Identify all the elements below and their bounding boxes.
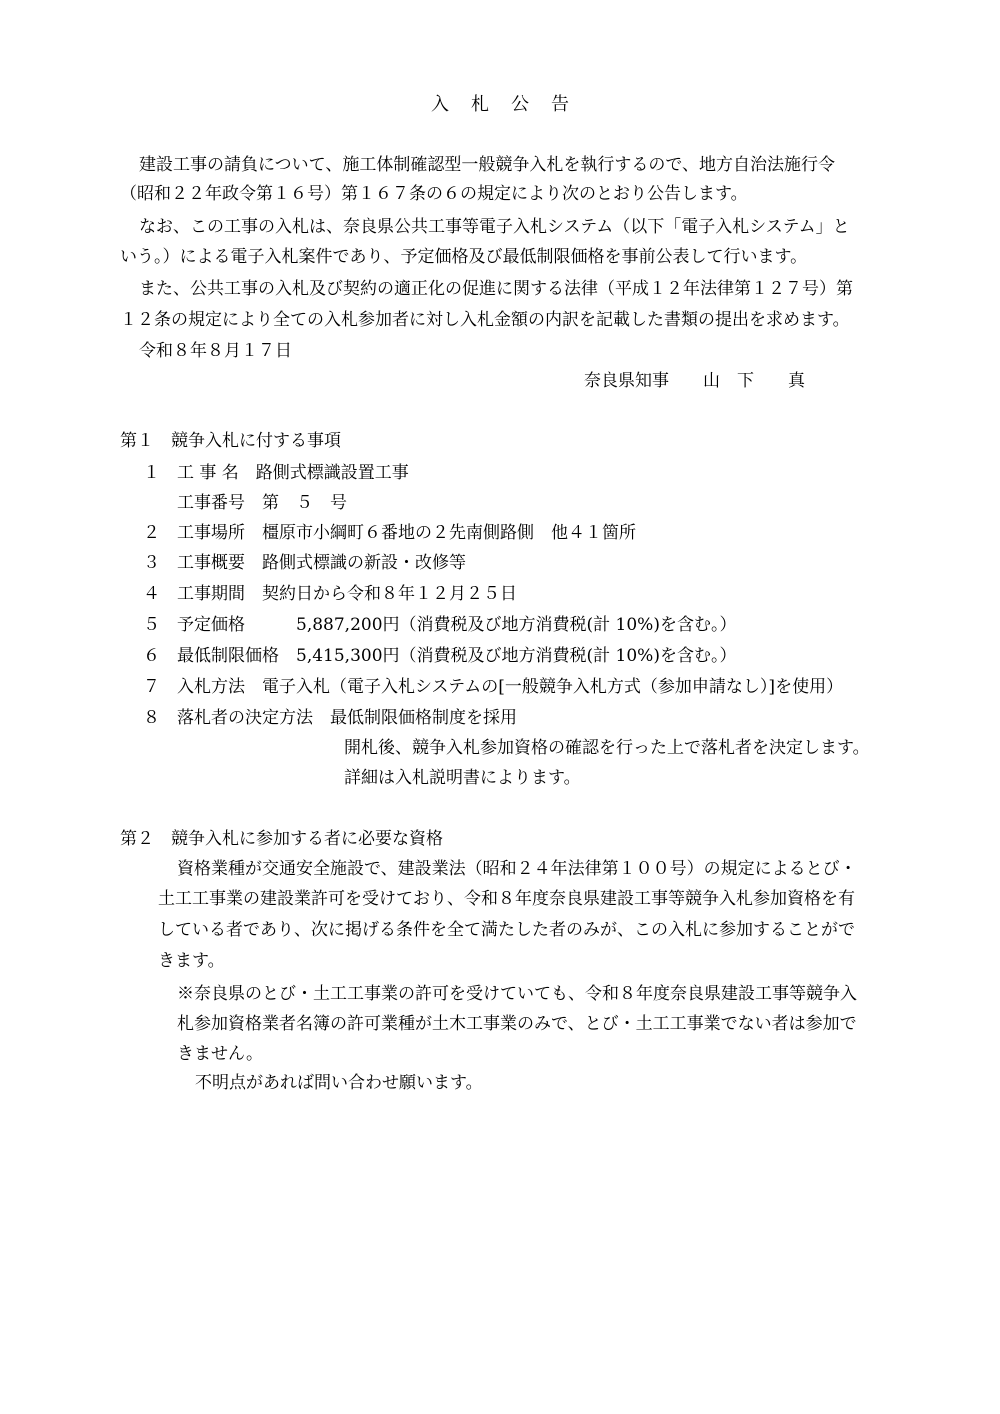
item-number: ６ bbox=[143, 646, 160, 666]
signer: 奈良県知事 山 下 真 bbox=[584, 371, 805, 391]
intro-line: また、公共工事の入札及び契約の適正化の促進に関する法律（平成１２年法律第１２７号）第 bbox=[139, 279, 853, 299]
item-text: 工事概要 路側式標識の新設・改修等 bbox=[177, 553, 466, 573]
body-line: している者であり、次に掲げる条件を全て満たした者のみが、この入札に参加することがで bbox=[158, 920, 855, 940]
body-line: きます。 bbox=[158, 951, 225, 971]
item-text: 工事期間 契約日から令和８年１２月２５日 bbox=[177, 584, 517, 604]
title-char: 告 bbox=[551, 94, 569, 115]
intro-line: （昭和２２年政令第１６号）第１６７条の６の規定により次のとおり公告します。 bbox=[120, 184, 748, 204]
item-text-continued: 開札後、競争入札参加資格の確認を行った上で落札者を決定します。 bbox=[344, 738, 870, 758]
item-text: 落札者の決定方法 最低制限価格制度を採用 bbox=[177, 708, 517, 728]
title-char: 札 bbox=[471, 94, 489, 115]
item-text-continued: 詳細は入札説明書によります。 bbox=[344, 768, 581, 788]
intro-line: いう。）による電子入札案件であり、予定価格及び最低制限価格を事前公表して行います。 bbox=[120, 247, 808, 267]
item-number: ７ bbox=[143, 677, 160, 697]
item-number: ５ bbox=[143, 615, 160, 635]
intro-line: 建設工事の請負について、施工体制確認型一般競争入札を執行するので、地方自治法施行令 bbox=[139, 155, 835, 175]
item-number: ２ bbox=[143, 523, 160, 543]
body-line: 資格業種が交通安全施設で、建設業法（昭和２４年法律第１００号）の規定によるとび・ bbox=[177, 859, 857, 879]
item-text: 工事場所 橿原市小綱町６番地の２先南側路側 他４１箇所 bbox=[177, 523, 636, 543]
title-char: 公 bbox=[511, 94, 529, 115]
item-text: 予定価格 5,887,200円（消費税及び地方消費税(計 10%)を含む。） bbox=[177, 615, 737, 635]
item-text: 工 事 名 路側式標識設置工事 bbox=[177, 463, 409, 483]
item-text: 工事番号 第 ５ 号 bbox=[177, 493, 347, 513]
body-line: 土工工事業の建設業許可を受けており、令和８年度奈良県建設工事等競争入札参加資格を有 bbox=[158, 889, 855, 909]
item-number: ４ bbox=[143, 584, 160, 604]
closing-line: 不明点があれば問い合わせ願います。 bbox=[195, 1073, 483, 1093]
title-char: 入 bbox=[431, 94, 449, 115]
note-line: ※奈良県のとび・土工工事業の許可を受けていても、令和８年度奈良県建設工事等競争入 bbox=[177, 984, 857, 1004]
note-line: 札参加資格業者名簿の許可業種が土木工事業のみで、とび・土工工事業でない者は参加で bbox=[177, 1014, 857, 1034]
section-heading: 第２ 競争入札に参加する者に必要な資格 bbox=[120, 829, 443, 849]
item-text: 最低制限価格 5,415,300円（消費税及び地方消費税(計 10%)を含む。） bbox=[177, 646, 737, 666]
notice-date: 令和８年８月１７日 bbox=[139, 341, 292, 361]
item-number: １ bbox=[143, 463, 160, 483]
note-line: きません。 bbox=[177, 1044, 264, 1064]
intro-line: なお、この工事の入札は、奈良県公共工事等電子入札システム（以下「電子入札システム」と bbox=[139, 217, 850, 237]
item-number: ８ bbox=[143, 708, 160, 728]
page-title bbox=[0, 94, 1000, 116]
intro-line: １２条の規定により全ての入札参加者に対し入札金額の内訳を記載した書類の提出を求めます。 bbox=[120, 310, 850, 330]
section-heading: 第１ 競争入札に付する事項 bbox=[120, 431, 341, 451]
item-text: 入札方法 電子入札（電子入札システムの[一般競争入札方式（参加申請なし）]を使用） bbox=[177, 677, 844, 697]
item-number: ３ bbox=[143, 553, 160, 573]
